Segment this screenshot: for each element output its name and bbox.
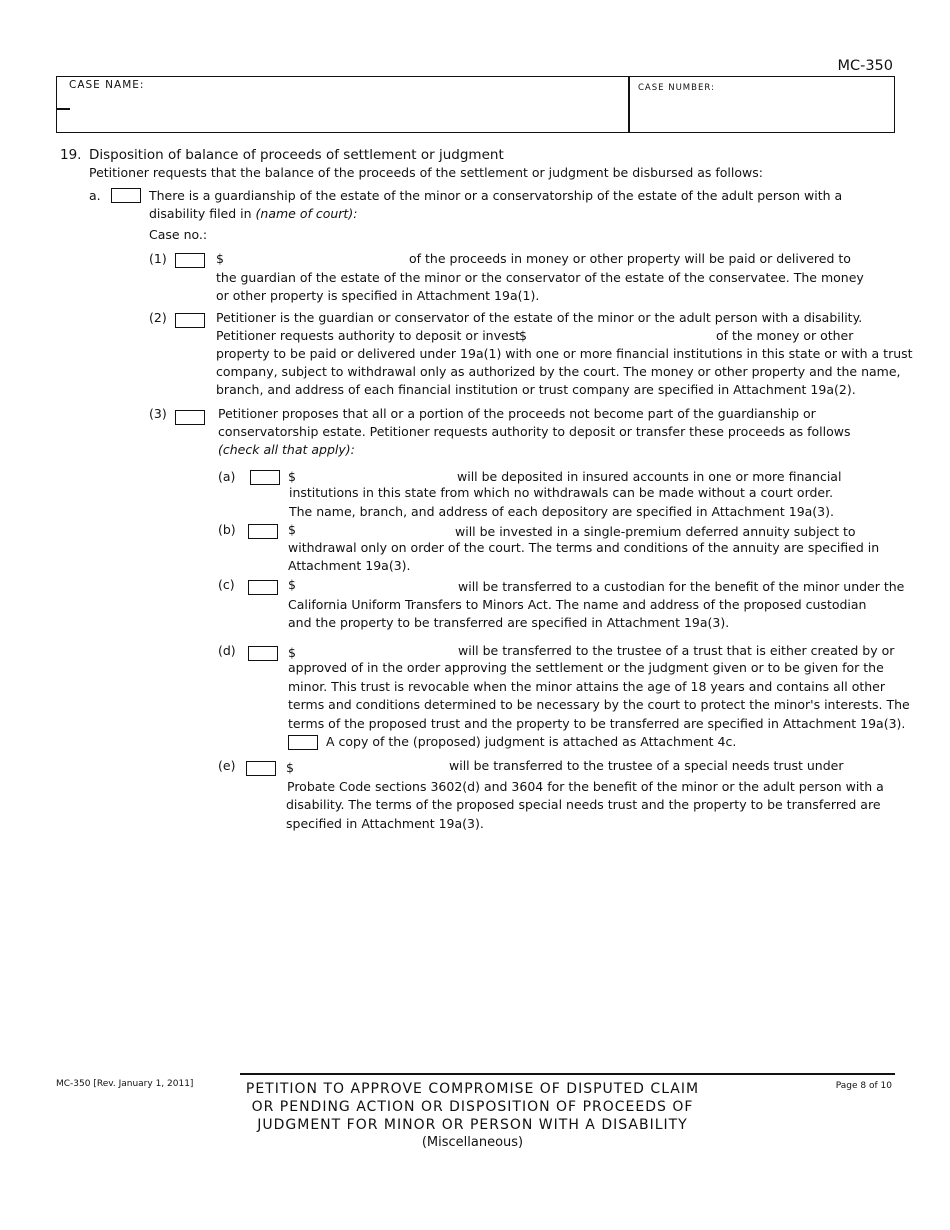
item-3-line3 <box>218 441 355 460</box>
sub-c-line2: California Uniform Transfers to Minors Act. The name and address of the proposed custodian <box>288 597 867 612</box>
copy-attached-text: A copy of the (proposed) judgment is attached as Attachment 4c. <box>326 734 737 749</box>
header-divider <box>628 77 630 132</box>
form-id: MC-350 <box>837 58 893 74</box>
item-2-line2-end: of the money or other <box>716 328 854 343</box>
item-a-label: a. <box>89 188 101 203</box>
sub-b-label: (b) <box>218 522 236 537</box>
item-2-line2-start: Petitioner requests authority to deposit or invest <box>216 328 521 343</box>
footer-rev: MC-350 [Rev. January 1, 2011] <box>56 1079 194 1089</box>
sub-b-line3: Attachment 19a(3). <box>288 558 411 573</box>
sub-c-line1: will be transferred to a custodian for the benefit of the minor under the <box>458 579 905 594</box>
item-2-line5: branch, and address of each financial institution or trust company are specified in Attachment 19a(2). <box>216 382 856 397</box>
footer-rule <box>240 1073 895 1075</box>
sub-c-checkbox[interactable] <box>248 580 278 595</box>
item-1-checkbox[interactable] <box>175 253 205 268</box>
item-2-line1: Petitioner is the guardian or conservator of the estate of the minor or the adult person with a disability. <box>216 310 863 325</box>
sub-e-line2: Probate Code sections 3602(d) and 3604 for the benefit of the minor or the adult person with a <box>287 779 884 794</box>
item-a-line2-prefix: disability filed in <box>149 206 256 221</box>
item-1-line1: of the proceeds in money or other property will be paid or delivered to <box>409 251 851 266</box>
sub-b-dollar: $ <box>288 522 296 537</box>
sub-d-line1: will be transferred to the trustee of a trust that is either created by or <box>458 643 895 658</box>
sub-b-line2: withdrawal only on order of the court. The terms and conditions of the annuity are specified in <box>288 540 880 555</box>
sub-d-line2: approved of in the order approving the settlement or the judgment given or to be given for the <box>288 660 884 675</box>
item-1-dollar: $ <box>216 251 224 266</box>
sub-a-label: (a) <box>218 469 236 484</box>
footer-title-line1: PETITION TO APPROVE COMPROMISE OF DISPUTED CLAIM <box>245 1081 700 1097</box>
sub-a-line3: The name, branch, and address of each depository are specified in Attachment 19a(3). <box>289 504 834 519</box>
page-number: Page 8 of 10 <box>835 1081 892 1091</box>
item-2-dollar: $ <box>519 328 527 343</box>
sub-e-checkbox[interactable] <box>246 761 276 776</box>
item-3-line2: conservatorship estate. Petitioner requests authority to deposit or transfer these proceeds as follows <box>218 424 851 439</box>
case-number-label: CASE NUMBER: <box>638 83 715 93</box>
item-1-line3: or other property is specified in Attachment 19a(1). <box>216 288 540 303</box>
section-number: 19. <box>60 147 82 163</box>
item-a-court-label: (name of court): <box>255 206 358 221</box>
item-3-checkbox[interactable] <box>175 410 205 425</box>
item-1-line2: the guardian of the estate of the minor or the conservator of the estate of the conservatee. The money <box>216 270 864 285</box>
case-name-tick <box>57 108 70 110</box>
case-name-label: CASE NAME: <box>69 79 145 91</box>
sub-c-line3: and the property to be transferred are specified in Attachment 19a(3). <box>288 615 730 630</box>
copy-attached-checkbox[interactable] <box>288 735 318 750</box>
item-2-line4: company, subject to withdrawal only as authorized by the court. The money or other property and the name, <box>216 364 901 379</box>
item-2-checkbox[interactable] <box>175 313 205 328</box>
item-a-line2 <box>149 205 357 224</box>
section-intro: Petitioner requests that the balance of the proceeds of the settlement or judgment be disbursed as follows: <box>89 165 763 180</box>
case-header-box <box>56 76 895 133</box>
item-a-checkbox[interactable] <box>111 188 141 203</box>
footer-subtitle: (Miscellaneous) <box>421 1135 524 1150</box>
sub-c-dollar: $ <box>288 577 296 592</box>
item-a-line1: There is a guardianship of the estate of the minor or a conservatorship of the estate of the adult person with a <box>149 188 843 203</box>
footer-title-line3: JUDGMENT FOR MINOR OR PERSON WITH A DISABILITY <box>257 1117 688 1133</box>
sub-d-line5: terms of the proposed trust and the property to be transferred are specified in Attachment 19a(3). <box>288 716 906 731</box>
sub-c-label: (c) <box>218 577 235 592</box>
sub-d-line4: terms and conditions determined to be necessary by the court to protect the minor's interests. The <box>288 697 910 712</box>
sub-a-line2: institutions in this state from which no withdrawals can be made without a court order. <box>289 485 834 500</box>
section-title: Disposition of balance of proceeds of settlement or judgment <box>89 147 504 163</box>
sub-d-checkbox[interactable] <box>248 646 278 661</box>
case-no-label: Case no.: <box>149 227 208 242</box>
item-2-line3: property to be paid or delivered under 19a(1) with one or more financial institutions in this state or with a trust <box>216 346 913 361</box>
item-3-check-all: (check all that apply): <box>218 442 355 457</box>
sub-d-dollar: $ <box>288 645 296 660</box>
sub-b-checkbox[interactable] <box>248 524 278 539</box>
item-1-label: (1) <box>149 251 167 266</box>
sub-e-dollar: $ <box>286 760 294 775</box>
item-2-label: (2) <box>149 310 167 325</box>
sub-e-line4: specified in Attachment 19a(3). <box>286 816 484 831</box>
sub-a-line1: will be deposited in insured accounts in one or more financial <box>457 469 842 484</box>
sub-a-checkbox[interactable] <box>250 470 280 485</box>
sub-b-line1: will be invested in a single-premium deferred annuity subject to <box>455 524 856 539</box>
sub-d-label: (d) <box>218 643 236 658</box>
footer-title-line2: OR PENDING ACTION OR DISPOSITION OF PROCEEDS OF <box>251 1099 694 1115</box>
item-3-line1: Petitioner proposes that all or a portion of the proceeds not become part of the guardianship or <box>218 406 816 421</box>
sub-a-dollar: $ <box>288 469 296 484</box>
sub-d-line3: minor. This trust is revocable when the minor attains the age of 18 years and contains all other <box>288 679 886 694</box>
sub-e-line1: will be transferred to the trustee of a special needs trust under <box>449 758 844 773</box>
sub-e-label: (e) <box>218 758 236 773</box>
sub-e-line3: disability. The terms of the proposed special needs trust and the property to be transferred are <box>286 797 881 812</box>
item-3-label: (3) <box>149 406 167 421</box>
